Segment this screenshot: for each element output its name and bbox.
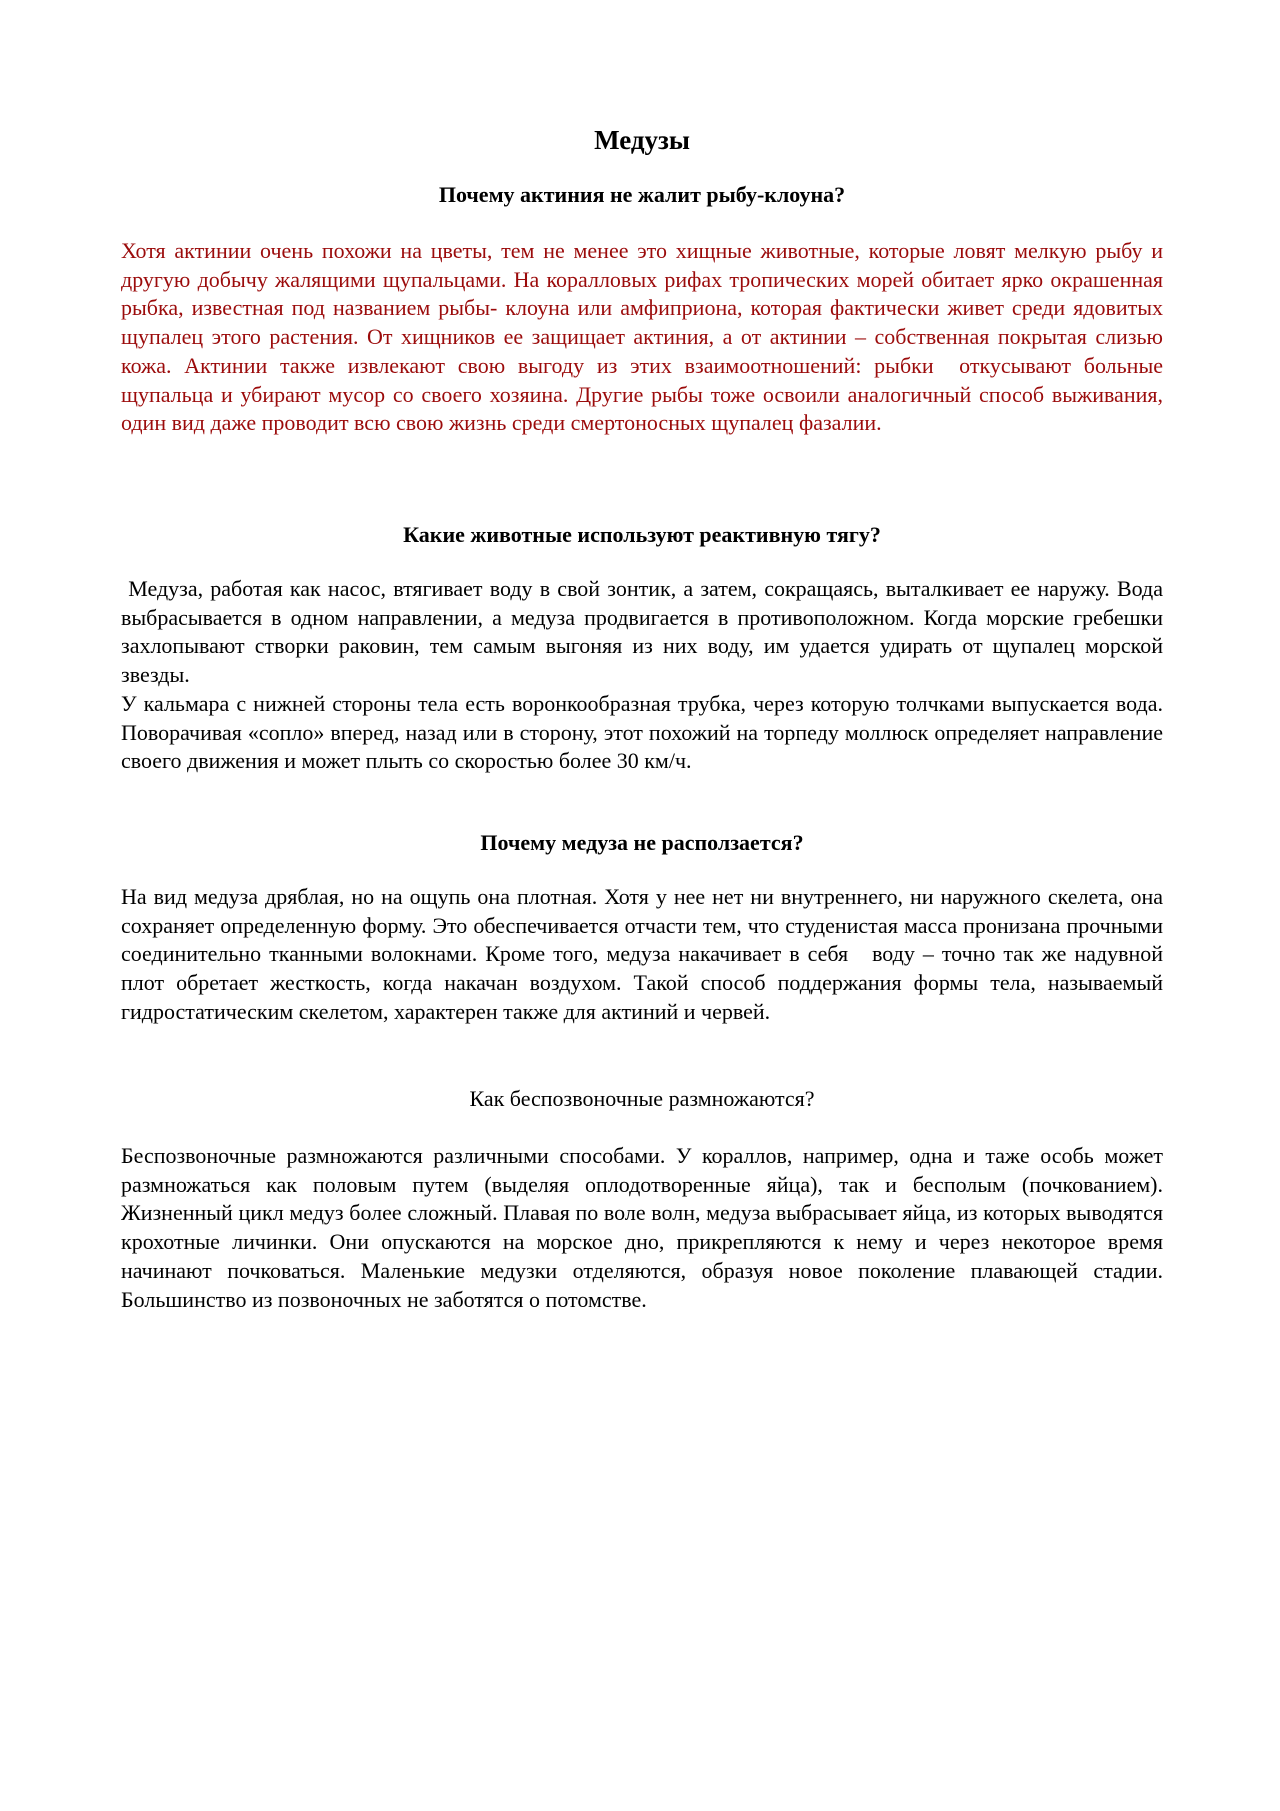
- paragraph: Медуза, работая как насос, втягивает воду в свой зонтик, а затем, сокращаясь, выталкивает ее наружу. Вода выбрасывается в одном направлении, а медуза продвигается в противоположном. Когда морские гребешки захлопывают створки раковин, тем самым выгоняя из них воду, им удается удирать от щупалец морской звезды.: [121, 576, 1169, 688]
- paragraph: На вид медуза дряблая, но на ощупь она плотная. Хотя у нее нет ни внутреннего, ни наружного скелета, она сохраняет определенную форму. Это обеспечивается отчасти тем, что студенистая масса пронизана прочными соединительно тканными волокнами. Кроме того, медуза накачивает в себя воду – точно так же надувной плот обретает жесткость, когда накачан воздухом. Такой способ поддержания формы тела, называемый гидростатическим скелетом, характерен также для актиний и червей.: [121, 884, 1169, 1024]
- section-heading-reproduction: Как беспозвоночные размножаются?: [469, 1086, 815, 1111]
- paragraph: Беспозвоночные размножаются различными способами. У кораллов, например, одна и таже особь может размножаться как половым путем (выделяя оплодотворенные яйца), так и бесполым (почкованием). Жизненный цикл медуз более сложный. Плавая по воле волн, медуза выбрасывает яйца, из которых выводятся крохотные личинки. Они опускаются на морское дно, прикрепляются к нему и через некоторое время начинают почковаться. Маленькие медузки отделяются, образуя новое поколение плавающей стадии. Большинство из позвоночных не заботятся о потомстве.: [121, 1143, 1163, 1312]
- section-body-clownfish: [121, 237, 1169, 438]
- section-heading-jet-propulsion: Какие животные используют реактивную тягу?: [403, 522, 881, 547]
- section-body-jellyfish-shape: [121, 883, 1169, 1027]
- section-heading-jellyfish-shape: Почему медуза не расползается?: [480, 830, 804, 855]
- paragraph: У кальмара с нижней стороны тела есть воронкообразная трубка, через которую толчками выпускается вода. Поворачивая «сопло» вперед, назад или в сторону, этот похожий на торпеду моллюск определяет направление своего движения и может плыть со скоростью более 30 км/ч.: [121, 690, 1163, 774]
- section-body-jet-propulsion: [121, 575, 1169, 776]
- paragraph: Хотя актинии очень похожи на цветы, тем не менее это хищные животные, которые ловят мелкую рыбу и другую добычу жалящими щупальцами. На коралловых рифах тропических морей обитает ярко окрашенная рыбка, известная под названием рыбы- клоуна или амфиприона, которая фактически живет среди ядовитых щупалец этого растения. От хищников ее защищает актиния, а от актинии – собственная покрытая слизью кожа. Актинии также извлекают свою выгоду из этих взаимоотношений: рыбки откусывают больные щупальца и убирают мусор со своего хозяина. Другие рыбы тоже освоили аналогичный способ выживания, один вид даже проводит всю свою жизнь среди смертоносных щупалец фазалии.: [121, 238, 1169, 436]
- section-body-reproduction: [121, 1142, 1163, 1314]
- document-title: Медузы: [594, 125, 690, 155]
- section-heading-clownfish: Почему актиния не жалит рыбу-клоуна?: [438, 182, 846, 207]
